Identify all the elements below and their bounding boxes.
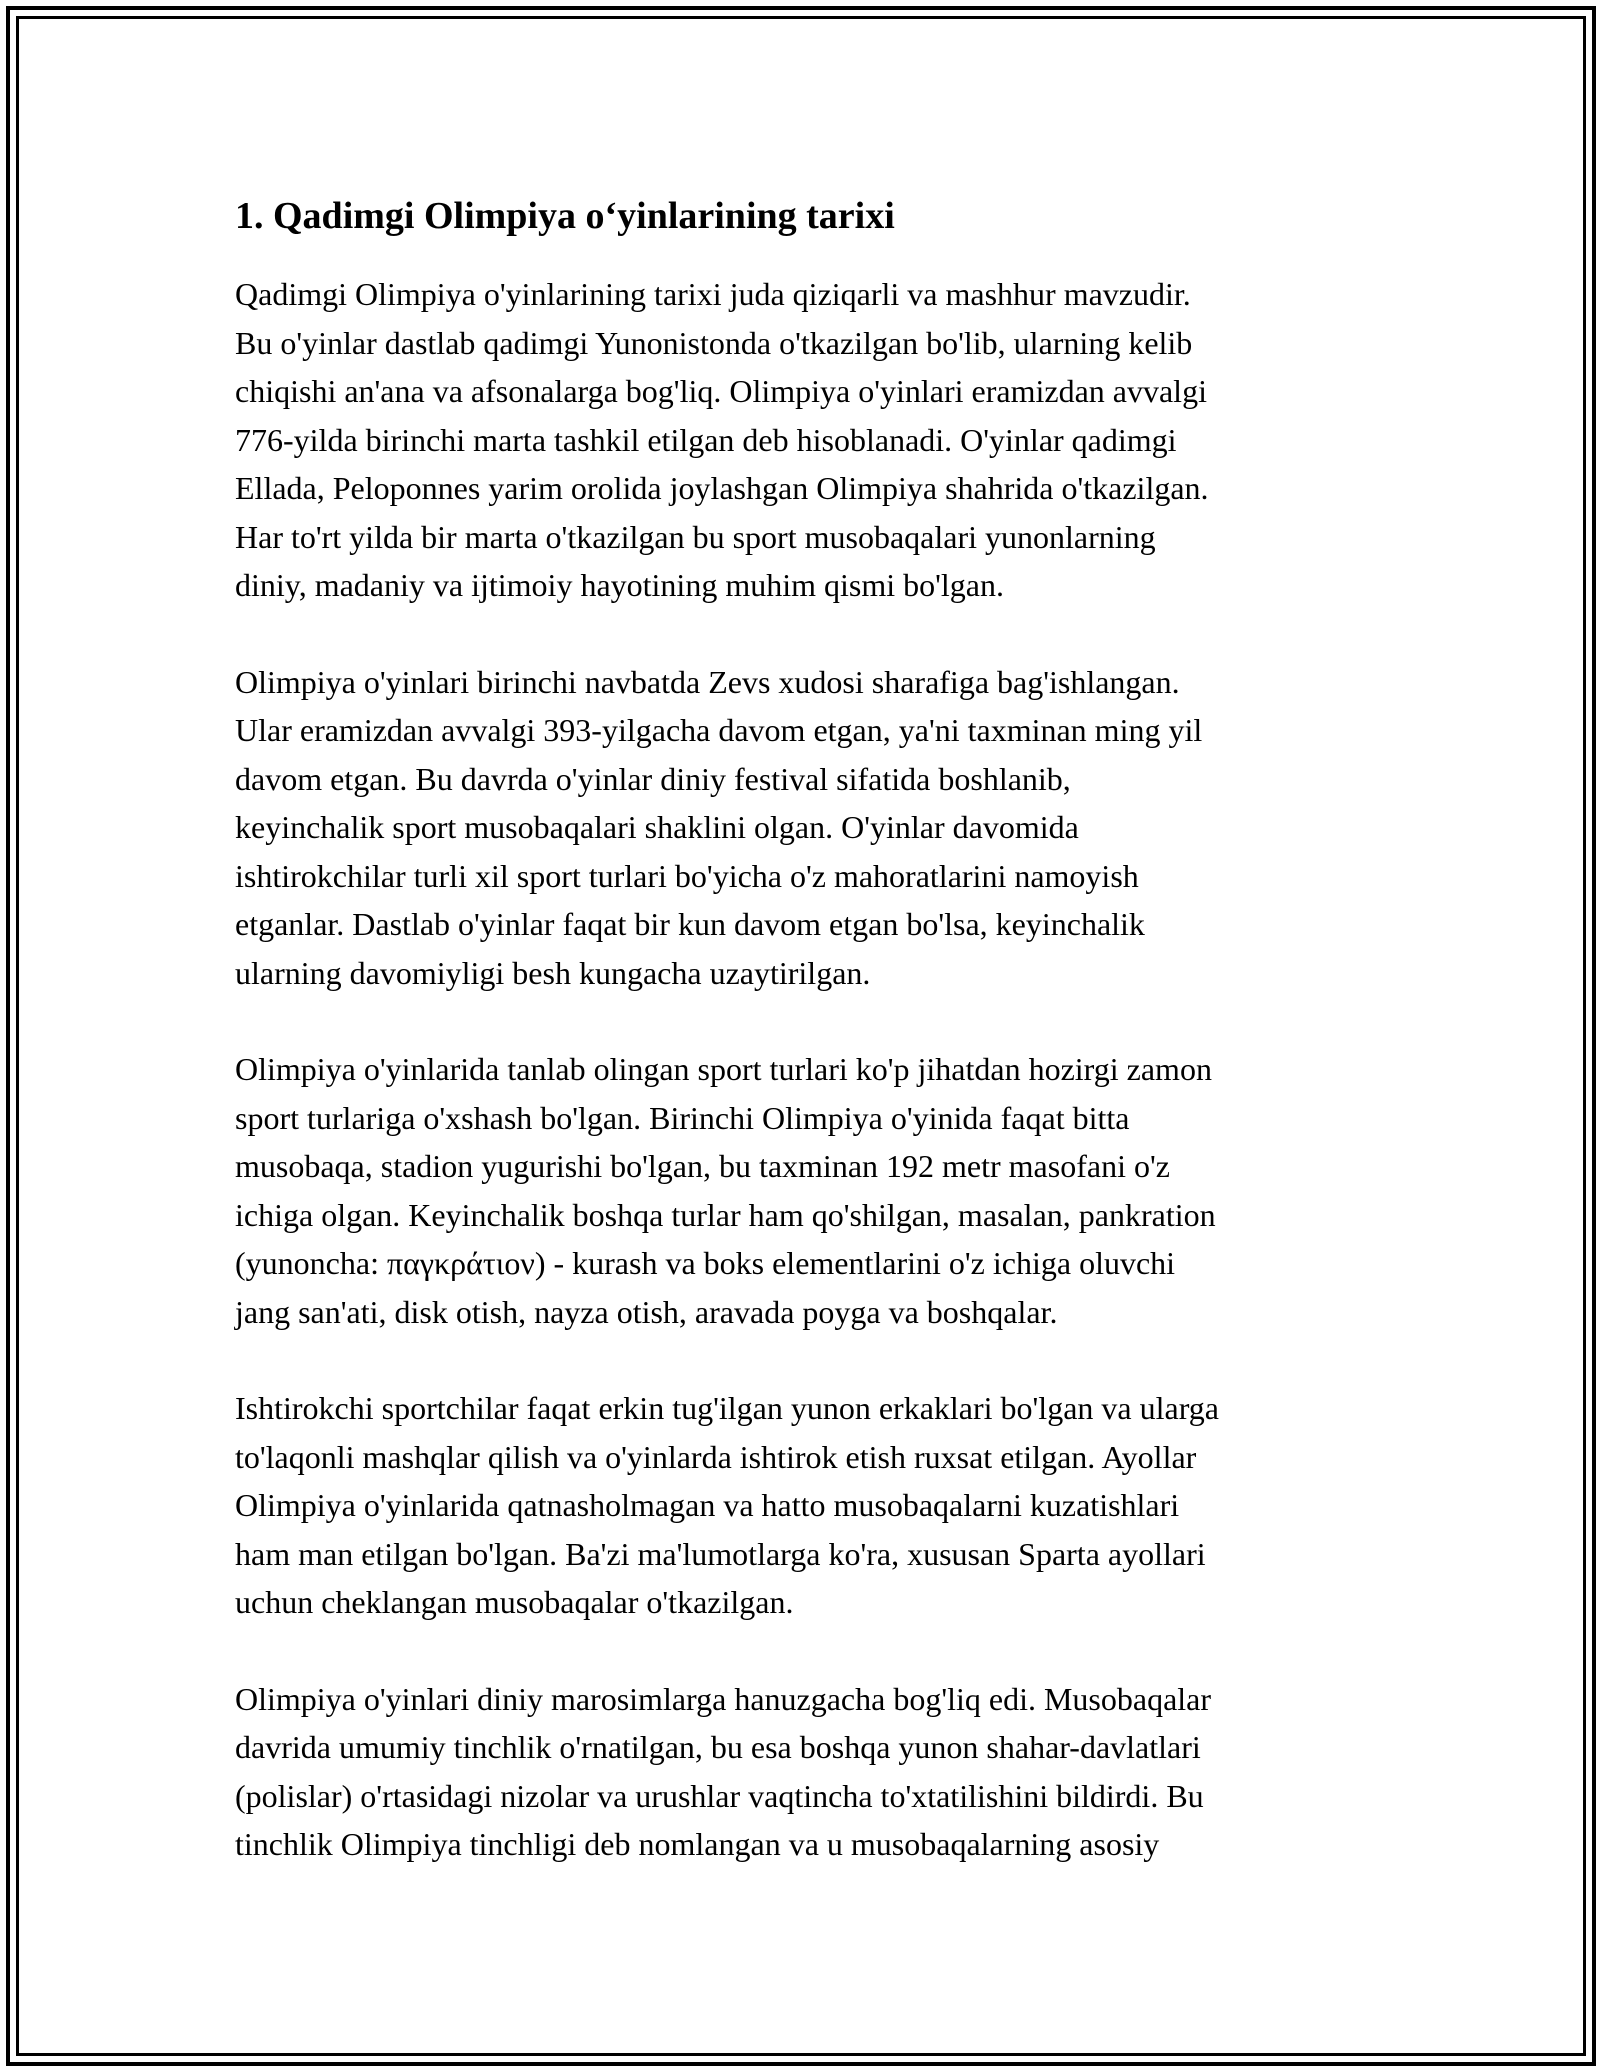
text-line: uchun cheklangan musobaqalar o'tkazilgan. (235, 1584, 794, 1620)
text-line: davrida umumiy tinchlik o'rnatilgan, bu esa boshqa yunon shahar-davlatlari (235, 1729, 1201, 1765)
paragraph-history-intro (235, 270, 1385, 610)
text-line: (polislar) o'rtasidagi nizolar va urushlar vaqtincha to'xtatilishini bildirdi. Bu (235, 1777, 1204, 1814)
text-line: ham man etilgan bo'lgan. Ba'zi ma'lumotlarga ko'ra, xususan Sparta ayollari (235, 1535, 1206, 1572)
text-line: Qadimgi Olimpiya o'yinlarining tarixi juda qiziqarli va mashhur mavzudir. (235, 276, 1191, 312)
text-line: diniy, madaniy va ijtimoiy hayotining muhim qismi bo'lgan. (235, 567, 1004, 603)
text-line: sport turlariga o'xshash bo'lgan. Birinchi Olimpiya o'yinida faqat bitta (235, 1099, 1130, 1136)
text-line: Bu o'yinlar dastlab qadimgi Yunonistonda o'tkazilgan bo'lib, ularning kelib (235, 324, 1193, 361)
text-line: davom etgan. Bu davrda o'yinlar diniy festival sifatida boshlanib, (235, 760, 1071, 797)
text-line: etganlar. Dastlab o'yinlar faqat bir kun davom etgan bo'lsa, keyinchalik (235, 906, 1145, 942)
paragraph-zeus-dedication (235, 658, 1385, 998)
text-line: (yunoncha: παγκράτιον) - kurash va boks elementlarini o'z ichiga oluvchi (235, 1245, 1176, 1281)
text-line: ichiga olgan. Keyinchalik boshqa turlar ham qo'shilgan, masalan, pankration (235, 1196, 1216, 1233)
paragraph-olympic-truce (235, 1675, 1385, 1869)
paragraph-sports-events (235, 1045, 1385, 1336)
text-line: Har to'rt yilda bir marta o'tkazilgan bu sport musobaqalari yunonlarning (235, 518, 1156, 555)
text-line: Olimpiya o'yinlarida tanlab olingan sport turlari ko'p jihatdan hozirgi zamon (235, 1051, 1212, 1087)
text-line: musobaqa, stadion yugurishi bo'lgan, bu taxminan 192 metr masofani o'z (235, 1148, 1170, 1184)
text-line: ularning davomiyligi besh kungacha uzaytirilgan. (235, 954, 871, 991)
text-line: ishtirokchilar turli xil sport turlari bo'yicha o'z mahoratlarini namoyish (235, 857, 1139, 894)
text-line: Olimpiya o'yinlari birinchi navbatda Zevs xudosi sharafiga bag'ishlangan. (235, 663, 1180, 700)
text-line: keyinchalik sport musobaqalari shaklini olgan. O'yinlar davomida (235, 809, 1079, 845)
text-line: 776-yilda birinchi marta tashkil etilgan deb hisoblanadi. O'yinlar qadimgi (235, 421, 1177, 458)
text-line: jang san'ati, disk otish, nayza otish, aravada poyga va boshqalar. (235, 1293, 1058, 1330)
text-line: Olimpiya o'yinlari diniy marosimlarga hanuzgacha bog'liq edi. Musobaqalar (235, 1680, 1212, 1717)
text-line: to'laqonli mashqlar qilish va o'yinlarda ishtirok etish ruxsat etilgan. Ayollar (235, 1438, 1197, 1475)
text-line: Ishtirokchi sportchilar faqat erkin tug'ilgan yunon erkaklari bo'lgan va ularga (235, 1390, 1219, 1426)
document-body (235, 188, 1385, 1917)
paragraph-participants (235, 1384, 1385, 1627)
text-line: Ular eramizdan avvalgi 393-yilgacha davom etgan, ya'ni taxminan ming yil (235, 712, 1203, 748)
text-line: Ellada, Peloponnes yarim orolida joylashgan Olimpiya shahrida o'tkazilgan. (235, 470, 1209, 506)
section-title: 1. Qadimgi Olimpiya o‘yinlarining tarixi (235, 195, 895, 237)
text-line: chiqishi an'ana va afsonalarga bog'liq. Olimpiya o'yinlari eramizdan avvalgi (235, 373, 1207, 409)
text-line: tinchlik Olimpiya tinchligi deb nomlangan va u musobaqalarning asosiy (235, 1826, 1160, 1862)
text-line: Olimpiya o'yinlarida qatnasholmagan va hatto musobaqalarni kuzatishlari (235, 1487, 1180, 1523)
